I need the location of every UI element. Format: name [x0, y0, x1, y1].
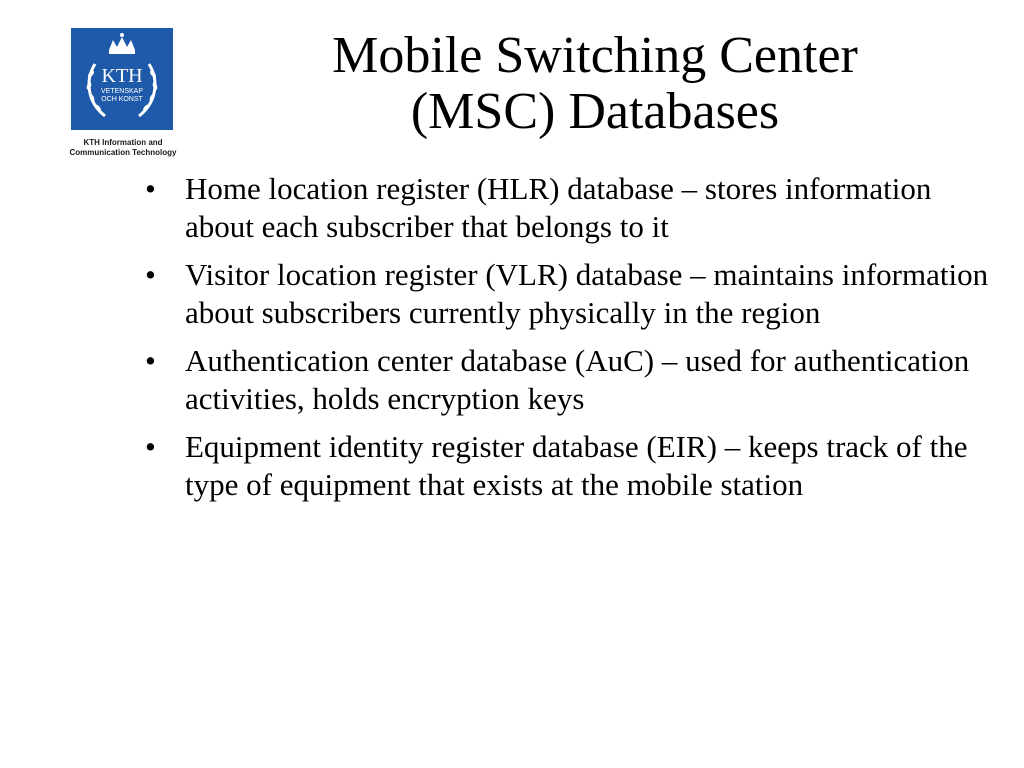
- slide-title: [190, 28, 1000, 140]
- kth-logo-name: KTH: [101, 65, 143, 87]
- logo-caption: [52, 138, 194, 158]
- bullet-item-vlr: [142, 256, 992, 332]
- logo-caption-line1: KTH Information and: [83, 138, 163, 147]
- kth-logo: [52, 26, 194, 160]
- bullet-text: Visitor location register (VLR) database – maintains information about subscribers currently physically in the region: [185, 257, 989, 330]
- bullet-dot-icon: •: [145, 257, 156, 292]
- bullet-text: Home location register (HLR) database – stores information about each subscriber that belongs to it: [185, 171, 932, 244]
- bullet-item-hlr: [142, 170, 992, 246]
- bullet-dot-icon: •: [145, 429, 156, 464]
- bullet-dot-icon: •: [145, 343, 156, 378]
- slide-title-line1: Mobile Switching Center: [332, 27, 858, 84]
- bullet-list: [142, 170, 992, 514]
- bullet-text: Authentication center database (AuC) – used for authentication activities, holds encryption keys: [185, 343, 970, 416]
- logo-caption-line2: Communication Technology: [69, 148, 177, 157]
- kth-logo-line2: OCH KONST: [101, 96, 143, 103]
- bullet-text: Equipment identity register database (EIR) – keeps track of the type of equipment that exists at the mobile station: [185, 429, 968, 502]
- bullet-item-auc: [142, 342, 992, 418]
- bullet-dot-icon: •: [145, 171, 156, 206]
- bullet-item-eir: [142, 428, 992, 504]
- kth-logo-line1: VETENSKAP: [100, 88, 144, 95]
- kth-crest-icon: [71, 28, 173, 130]
- slide-title-line2: (MSC) Databases: [410, 83, 780, 140]
